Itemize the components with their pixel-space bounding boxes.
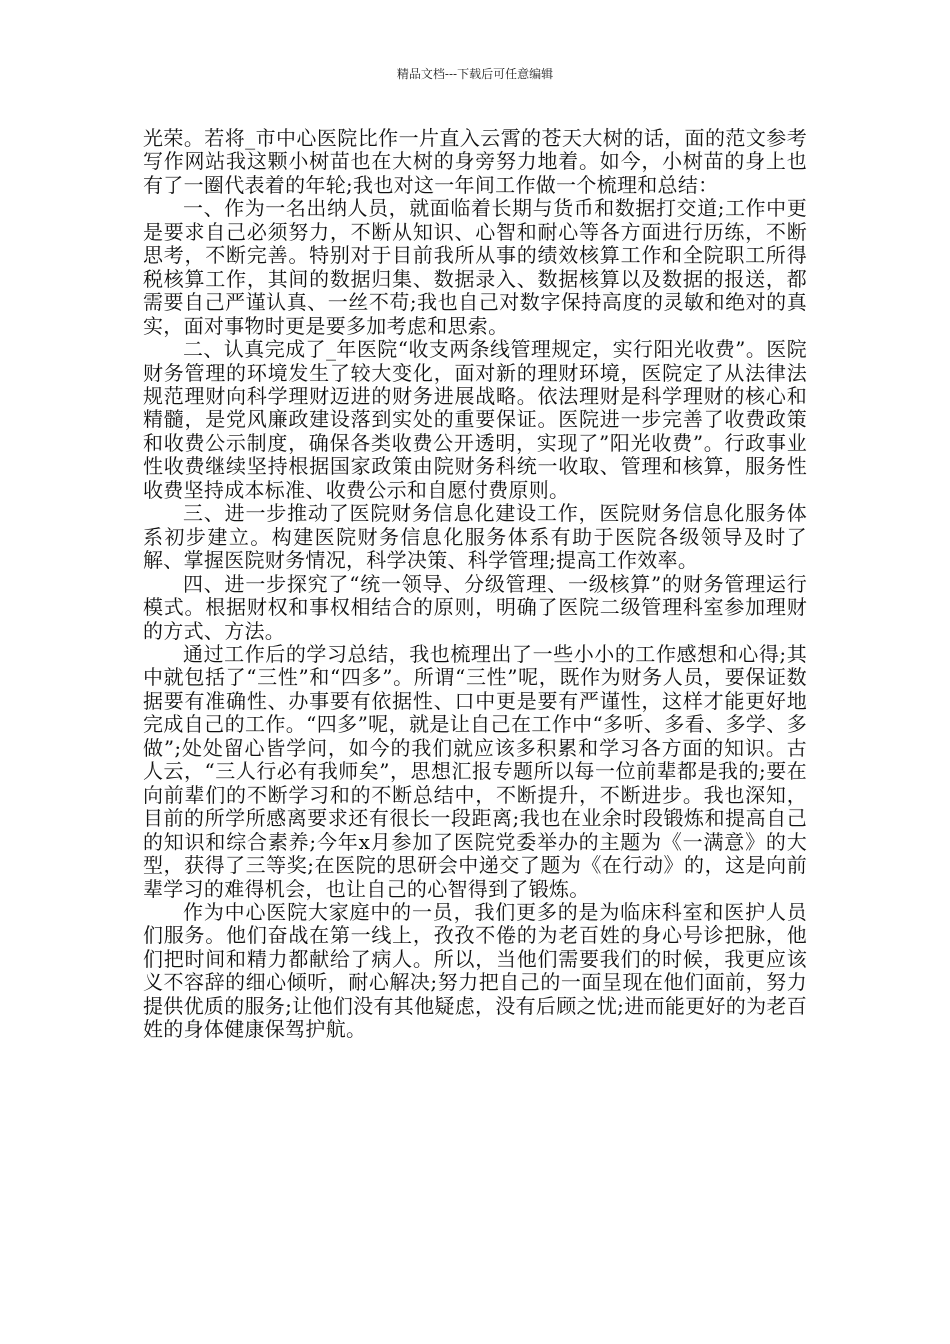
- page-header: 精品文档---下载后可任意编辑: [396, 67, 554, 81]
- paragraph-6: 通过工作后的学习总结，我也梳理出了一些小小的工作感想和心得;其中就包括了“三性”和“四多”。所谓“三性”呢，既作为财务人员，要保证数据要有准确性、办事要有依据性、口中更是要有严谨性，这样才能更好地完成自己的工作。“四多”呢，就是让自己在工作中“多听、多看、多学、多做”;处处留心皆学问，如今的我们就应该多积累和学习各方面的知识。古人云，“三人行必有我师矣”，思想汇报专题所以每一位前辈都是我的;要在向前辈们的不断学习和的不断总结中，不断提升，不断进步。我也深知，目前的所学所感离要求还有很长一段距离;我也在业余时段锻炼和提高自己的知识和综合素养;今年x月参加了医院党委举办的主题为《一满意》的大型，获得了三等奖;在医院的思研会中递交了题为《在行动》的，这是向前辈学习的难得机会，也让自己的心智得到了锻炼。: [143, 641, 807, 901]
- paragraph-3: 二、认真完成了_年医院“收支两条线管理规定，实行阳光收费”。医院财务管理的环境发生了较大变化，面对新的理财环境，医院定了从法律法规范理财向科学理财迈进的财务进展战略。依法理财是科学理财的核心和精髓，是党风廉政建设落到实处的重要保证。医院进一步完善了收费政策和收费公示制度，确保各类收费公开透明，实现了”阳光收费”。行政事业性收费继续坚持根据国家政策由院财务科统一收取、管理和核算，服务性收费坚持成本标准、收费公示和自愿付费原则。: [143, 337, 807, 502]
- paragraph-2: 一、作为一名出纳人员，就面临着长期与货币和数据打交道;工作中更是要求自己必须努力，不断从知识、心智和耐心等各方面进行历练，不断思考，不断完善。特别对于目前我所从事的绩效核算工作和全院职工所得税核算工作，其间的数据归集、数据录入、数据核算以及数据的报送，都需要自己严谨认真、一丝不苟;我也自己对数字保持高度的灵敏和绝对的真实，面对事物时更是要多加考虑和思索。: [143, 196, 807, 338]
- paragraph-5: 四、进一步探究了“统一领导、分级管理、一级核算”的财务管理运行模式。根据财权和事权相结合的原则，明确了医院二级管理科室参加理财的方式、方法。: [143, 571, 807, 643]
- document-body: [143, 127, 807, 1042]
- paragraph-4: 三、进一步推动了医院财务信息化建设工作，医院财务信息化服务体系初步建立。构建医院财务信息化服务体系有助于医院各级领导及时了解、掌握医院财务情况，科学决策、科学管理;提高工作效率。: [143, 501, 807, 573]
- paragraph-7: 作为中心医院大家庭中的一员，我们更多的是为临床科室和医护人员们服务。他们奋战在第一线上，孜孜不倦的为老百姓的身心号诊把脉，他们把时间和精力都献给了病人。所以，当他们需要我们的时候，我更应该义不容辞的细心倾听，耐心解决;努力把自己的一面呈现在他们面前，努力提供优质的服务;让他们没有其他疑虑，没有后顾之忧;进而能更好的为老百姓的身体健康保驾护航。: [143, 899, 807, 1042]
- paragraph-1: 光荣。若将_市中心医院比作一片直入云霄的苍天大树的话，面的范文参考写作网站我这颗小树苗也在大树的身旁努力地着。如今，小树苗的身上也有了一圈代表着的年轮;我也对这一年间工作做一个梳理和总结：: [143, 126, 807, 197]
